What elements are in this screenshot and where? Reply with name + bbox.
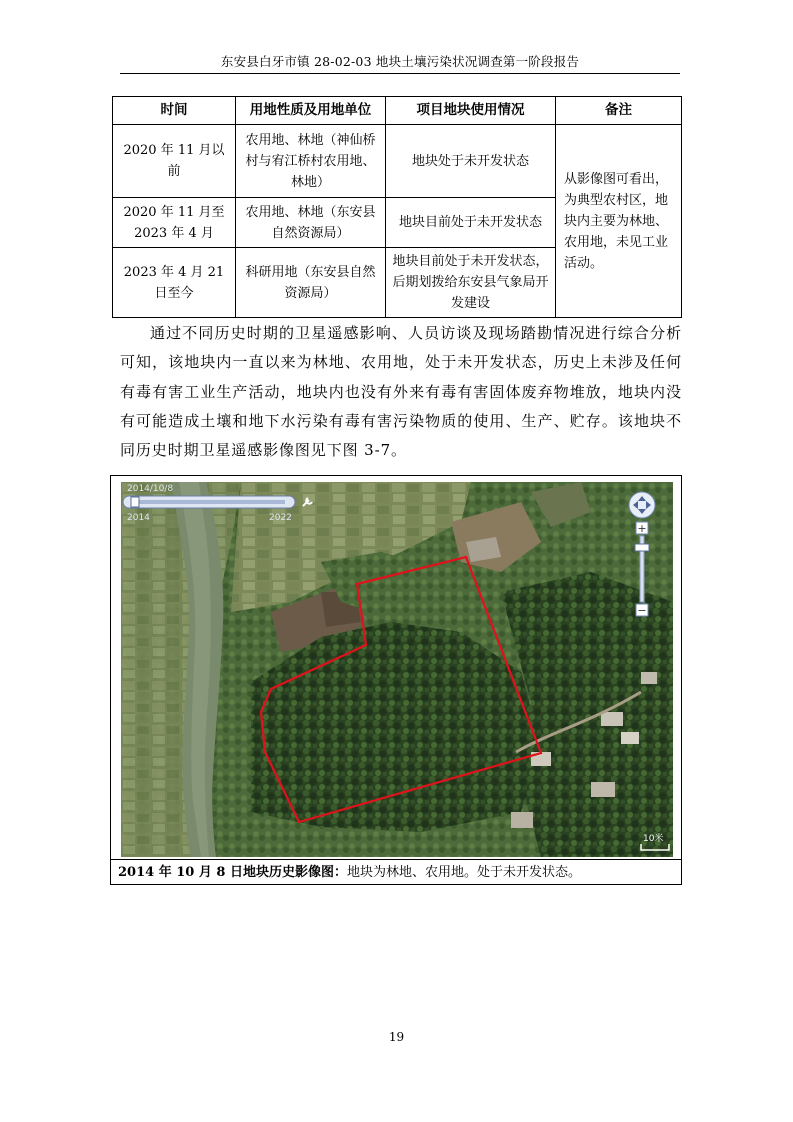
pan-control[interactable] xyxy=(629,492,655,518)
cell-period: 2020 年 11 月以前 xyxy=(113,125,236,198)
timeline-start-year: 2014 xyxy=(127,513,150,523)
figure-caption xyxy=(111,859,681,884)
figure-frame xyxy=(110,475,682,885)
scale-label: 10米 xyxy=(643,834,664,844)
land-use-history-table xyxy=(112,96,682,318)
imagery-date-label: 2014/10/8 xyxy=(127,484,174,494)
zoom-in-symbol: + xyxy=(637,522,647,535)
analysis-paragraph: 通过不同历史时期的卫星遥感影响、人员访谈及现场踏勘情况进行综合分析可知，该地块内一直以来为林地、农用地，处于未开发状态，历史上未涉及任何有毒有害工业生产活动，地块内也没有外来有毒有害固体废弃物堆放，地块内没有可能造成土壤和地下水污染有毒有害污染物质的使用、生产、贮存。该地块不同历史时期卫星遥感影像图见下图 3-7。 xyxy=(120,324,682,460)
cell-status: 地块处于未开发状态 xyxy=(386,125,556,198)
header-remark: 备注 xyxy=(556,97,682,125)
table-row xyxy=(113,125,682,198)
satellite-image xyxy=(121,482,673,857)
cell-land-use: 农用地、林地（神仙桥村与宥江桥村农用地、林地） xyxy=(236,125,386,198)
cell-period: 2023 年 4 月 21 日至今 xyxy=(113,248,236,318)
cell-land-use: 农用地、林地（东安县自然资源局） xyxy=(236,198,386,248)
header-time: 时间 xyxy=(113,97,236,125)
timeline-end-year: 2022 xyxy=(269,513,292,523)
page-number: 19 xyxy=(388,1030,405,1044)
zoom-out-symbol: − xyxy=(637,604,647,617)
header-rule xyxy=(120,73,680,74)
cell-status: 地块目前处于未开发状态，后期划拨给东安县气象局开发建设 xyxy=(386,248,556,318)
cell-period: 2020 年 11 月至 2023 年 4 月 xyxy=(113,198,236,248)
cell-remark: 从影像图可看出，为典型农村区，地块内主要为林地、农用地，未见工业活动。 xyxy=(556,125,682,318)
caption-title: 2014 年 10 月 8 日地块历史影像图： xyxy=(118,865,347,880)
zoom-slider-handle[interactable] xyxy=(635,544,649,551)
timeline-slider-handle[interactable] xyxy=(131,497,139,507)
header-land-use: 用地性质及用地单位 xyxy=(236,97,386,125)
cell-status: 地块目前处于未开发状态 xyxy=(386,198,556,248)
document-header: 东安县白牙市镇 28-02-03 地块土壤污染状况调查第一阶段报告 xyxy=(220,54,580,69)
header-status: 项目地块使用情况 xyxy=(386,97,556,125)
cell-land-use: 科研用地（东安县自然资源局） xyxy=(236,248,386,318)
table-header-row xyxy=(113,97,682,125)
caption-text: 地块为林地、农用地。处于未开发状态。 xyxy=(346,865,581,880)
